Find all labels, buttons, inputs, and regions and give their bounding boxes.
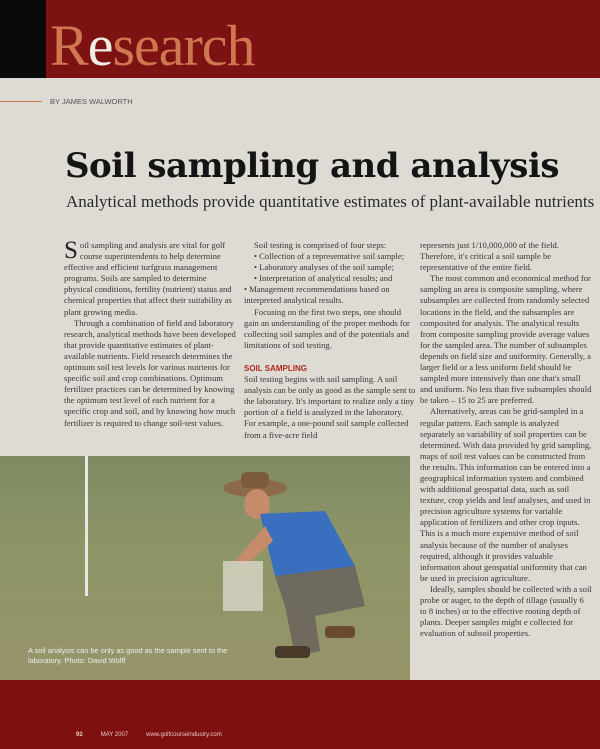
section-title <box>50 13 255 78</box>
article-title: Soil sampling and analysis <box>65 146 559 186</box>
page-number: 92 <box>76 732 83 738</box>
section-title-r: R <box>50 13 88 78</box>
footer-band <box>0 680 600 749</box>
issue-date: MAY 2007 <box>100 732 129 738</box>
paragraph: represents just 1/10,000,000 of the field. Therefore, it's critical a soil sample be representative of the entire field. <box>420 240 559 273</box>
website-link[interactable]: www.golfcourseindustry.com <box>146 732 222 738</box>
list-item: • Laboratory analyses of the soil sample; <box>254 262 394 273</box>
byline-text: BY JAMES WALWORTH <box>50 97 133 106</box>
paragraph: Soil testing begins with soil sampling. A soil analysis can be only as good as the sample sent to the laboratory. It's important to realize only a tiny portion of a field is analyzed in the laboratory. For example, a one-pound soil sample collected from a five-acre field <box>244 374 416 440</box>
footer <box>76 732 222 738</box>
section-heading: SOIL SAMPLING <box>244 363 307 373</box>
paragraph: Through a combination of field and laboratory research, analytical methods have been developed that provide quantitative estimates of plant-available nutrients. Field research determines the optimum soil test levels for various nutrients for specific soil and crop combinations. Optimum fertilizer practices can be determined by knowing the optimum test level of each nutrient for a specific crop and soil, and by knowing how much fertilizer is required to change soil-test values. <box>64 317 236 428</box>
byline <box>0 97 133 106</box>
byline-rule <box>0 101 42 102</box>
column-3 <box>420 240 592 639</box>
column-1 <box>64 237 236 429</box>
paragraph: Focusing on the first two steps, one should gain an understanding of the proper methods for collecting soil samples and of the potentials and limitations of soil testing. <box>244 306 410 350</box>
list-item: • Interpretation of analytical results; and <box>254 273 393 284</box>
header-black-block <box>0 0 46 78</box>
column-2 <box>244 240 416 441</box>
paragraph: The most common and economical method for sampling an area is composite sampling, where subsamples are collected from randomly selected locations in the field, and the subsamples are composited for analysis. The analytical results from composite sampling provide average values for the sampled area. The number of subsamples depends on field size and uniformity. Generally, a larger field or a less uniform field should be sampled more intensively than one that's small and uniform. No less than five subsamples should be taken – 15 to 25 are preferred. <box>420 273 592 406</box>
flagstick <box>85 456 88 596</box>
paragraph: Ideally, samples should be collected with a soil probe or auger, to the depth of tillage (usually 6 to 8 inches) or to the effective rooting depth of plants. Deeper samples might e collected for evaluation of subsoil properties. <box>420 583 592 639</box>
drop-cap: S <box>64 237 78 264</box>
paragraph: Soil testing is comprised of four steps: <box>254 240 387 250</box>
paragraph: Alternatively, areas can be grid-sampled in a regular pattern. Each sample is analyzed separately so variability of soil properties can be determined. With data provided by grid sampling, maps of soil test values can be constructed from the results. This information can be entered into a geographical information system and combined with additional geospatial data, such as soil texture, crop yields and leaf analyses, and used in precision agriculture systems for variable application of fertilizers and other crop inputs. This is a much more expensive method of soil analysis because of the number of analyses required, although it provides valuable information about geospatial uniformity that can be used in precision agriculture. <box>420 406 592 583</box>
paragraph-text: oil sampling and analysis are vital for golf course superintendents to help determine effective and efficient turfgrass management programs. Soils are sampled to determine physical conditions, fertility (nutrient) status and chemical properties that affect their suitability as plant growing media. <box>64 240 232 317</box>
section-title-e: e <box>87 13 113 78</box>
article-photo <box>0 456 410 680</box>
article-subtitle: Analytical methods provide quantitative estimates of plant-available nutrients <box>66 192 595 211</box>
photo-caption: A soil analysis can be only as good as the sample sent to the laboratory. Photo: David Wolff <box>28 646 228 665</box>
photo-person-sampling-soil <box>215 466 375 666</box>
paragraph <box>64 237 236 318</box>
section-title-rest: search <box>112 13 255 78</box>
list-item: • Collection of a representative soil sample; <box>254 251 405 262</box>
list-item: • Management recommendations based on interpreted analytical results. <box>244 284 390 306</box>
